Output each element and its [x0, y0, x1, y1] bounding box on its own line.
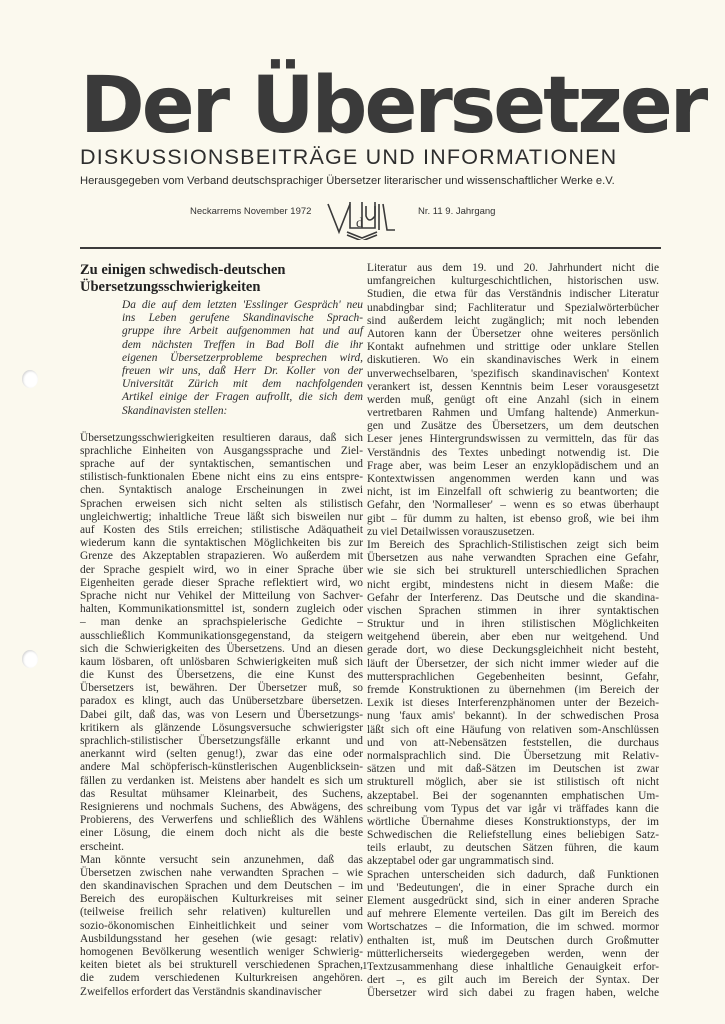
text-line: – man denke an sprachspielerische Gedichte –	[80, 616, 363, 629]
text-line: Lexik ist dieses Interferenzphänomen unter der Bezeich-	[367, 697, 659, 710]
text-line: Zweifellos erfordert das Verständnis skandinavischer	[80, 985, 322, 998]
text-line: Kontextwissen angenommen werden kann und was	[367, 473, 659, 485]
text-line: Skandinavisten stellen:	[122, 404, 228, 417]
text-line: Schwedischen die Reliefstellung eines beliebigen Satz-	[367, 829, 659, 842]
text-line: die Kunst des Übersetzens, die eine Kunst des	[80, 669, 363, 682]
text-line: weitgehend überein, aber eben nur weitgehend. Und	[367, 631, 659, 644]
text-line: wörtliche Übernahme dieses Konstruktionstyps, der im	[367, 815, 659, 828]
right-column-body	[367, 262, 659, 1001]
text-line: stilistisch-funktionalen Ebene nicht eins zu eins entspre-	[80, 471, 363, 484]
text-line: sich die Schwierigkeiten des Übersetzens. Und an diesen	[80, 642, 363, 655]
text-line: Sprache nicht nur Vehikel der Mitteilung von Sachver-	[80, 589, 363, 602]
text-line: vertretbaren Rahmen und Umfang haltende) Anmerkun-	[367, 407, 659, 420]
text-line: diskutieren. Wo ein skandinavisches Werk in einem	[367, 354, 659, 367]
text-line: unabdingbar sind; Fachliteratur und Spezialwörterbücher	[367, 301, 659, 314]
text-line: akzeptabel. Bei der sogenannten emphatischen Um-	[367, 789, 659, 802]
article-title	[80, 262, 363, 296]
text-line: akzeptabel oder gar ungrammatisch sind.	[367, 855, 554, 868]
punch-hole-top	[22, 370, 38, 388]
text-line: Textzusammenhang diese inhaltliche Genauigkeit erfor-	[367, 960, 659, 973]
svg-text:d: d	[356, 216, 363, 231]
text-line: eigenen Übersetzerprobleme besprechen wird,	[122, 351, 363, 364]
text-line: ungleichwertig; inhaltliche Treue läßt sich bisweilen nur	[80, 510, 363, 523]
text-line: nicht, ist im Einzelfall oft schwierig zu beantworten; die	[367, 486, 659, 499]
text-line: Artikel einige der Fragen aufrollt, die sich dem	[122, 391, 363, 404]
text-line: kaum lösbaren, oft unlösbaren Schwierigkeiten muß sich	[80, 655, 363, 668]
text-line: verankert ist, dessen Kenntnis beim Leser vorausgesetzt	[367, 380, 659, 393]
text-line: Gefahr, den 'Normalleser' – wenn es so etwas überhaupt	[367, 499, 659, 512]
text-line: Autoren kann der Übersetzer ohne weiteres persönlich	[367, 327, 659, 340]
text-line: Kontakt aufnehmen und strittige oder unklare Stellen	[367, 341, 659, 354]
text-line: einer Lösung, die einem doch nicht als die beste	[80, 827, 363, 840]
text-line: sind außerdem leicht zugänglich; mit noch lebenden	[367, 314, 659, 327]
text-line: wiederum kann die syntaktischen Möglichkeiten bis zur	[80, 537, 363, 550]
right-column	[367, 262, 659, 1001]
text-line: Frage aber, was beim Leser an enzyklopädischem und an	[367, 459, 659, 472]
text-line: homogenen Bevölkerung wesentlich weniger Schwierig-	[80, 946, 363, 958]
text-line: Verständnis des Textes unbedingt notwendig ist. Die	[367, 446, 659, 459]
text-line: Struktur und in ihren stilistischen Möglichkeiten	[367, 618, 659, 631]
text-line: Studien, die etwa für das Verständnis indischer Literatur	[367, 288, 659, 301]
text-line: Wortschatzes – die Information, die im schwed. mormor	[367, 921, 659, 934]
text-line: muttersprachlichen Gegebenheiten besinnt, Gefahr,	[367, 670, 659, 683]
text-line: (teilweise freilich sehr relativen) kulturellen und	[80, 906, 363, 919]
text-line: kritikern als glänzende Lösungsversuche schwierigster	[80, 721, 363, 734]
text-line: Element ausgedrückt sind, sich in einer anderen Sprache	[367, 895, 659, 907]
text-line: Übersetzer wird sich dabei zu fragen haben, welche	[367, 987, 659, 1000]
text-line: paradox es klingt, auch das Unübersetzbare übersetzen.	[80, 695, 363, 708]
text-line: nicht ergibt, mindestens nicht in diesem Maße: die	[367, 578, 659, 591]
text-line: gibt – für dumm zu halten, ist ebenso groß, wie bei ihm	[367, 512, 659, 525]
text-line: unverwechselbaren, 'spezifisch skandinavischen' Kontext	[367, 367, 659, 380]
punch-hole-bottom	[22, 650, 38, 668]
text-line: fällen zu verdanken ist. Meistens aber handelt es sich um	[80, 774, 363, 787]
text-line: strukturell möglich, aber sie ist stilistisch oft nicht	[367, 776, 659, 789]
text-line: mütterlicherseits wiedergegeben werden, wenn der	[367, 947, 659, 960]
text-line: Übersetzen zwischen nahe verwandten Sprachen – wie	[80, 866, 363, 879]
text-line: ins Leben gerufene Skandinavische Sprach-	[122, 312, 363, 325]
text-line: Übersetzungsschwierigkeiten resultieren daraus, daß sich	[80, 431, 363, 444]
text-line: umfangreichen kulturgeschichtlichen, historischen usw.	[367, 275, 659, 288]
text-line: Bereich des europäischen Kulturkreises mit seiner	[80, 893, 363, 906]
text-line: gen und Zusätze des Übersetzers, um dem deutschen	[367, 420, 659, 433]
page-number: 1	[362, 960, 368, 972]
text-line: Literatur aus dem 19. und 20. Jahrhundert nicht die	[367, 262, 659, 274]
text-line: enthalten ist, muß im Deutschen durch Großmutter	[367, 934, 659, 947]
text-line: Im Bereich des Sprachlich-Stilistischen zeigt sich beim	[367, 538, 659, 551]
text-line: nung 'faux amis' bekannt). In der schwedischen Prosa	[367, 710, 659, 723]
issue-place-date: Neckarrems November 1972	[190, 206, 312, 217]
text-line: Übersetzers ist, bewähren. Der Übersetzer muß, so	[80, 682, 363, 695]
text-line: vischen Sprachen stimmen in ihrer syntaktischen	[367, 604, 659, 617]
text-line: sätzen und mit daß-Sätzen im Deutschen ist zwar	[367, 763, 659, 776]
text-line: Universität Zürich mit dem nachfolgenden	[122, 378, 363, 391]
text-line: den skandinavischen Sprachen und dem Deutschen – im	[80, 880, 363, 893]
text-line: auf Kosten des Stils erreichen; stilistische Adäquatheit	[80, 524, 363, 536]
text-line: dert –, es gilt auch im Bereich der Syntax. Der	[367, 974, 659, 987]
editorial-intro	[122, 299, 363, 418]
masthead-divider	[80, 247, 661, 249]
text-line: Übersetzen aus nahe verwandten Sprachen eine Gefahr,	[367, 552, 659, 565]
text-line: dem nächsten Treffen in Bad Boll die ihr	[122, 338, 363, 351]
text-line: läuft der Übersetzer, der sich nicht immer wieder auf die	[367, 657, 659, 670]
text-line: werden muß, genügt oft eine Anzahl (sich in einem	[367, 393, 659, 406]
text-line: der Sprache gespielt wird, wo in einer Sprache über	[80, 563, 363, 576]
text-line: sprachlich-stilistischer Übersetzungsfälle erkannt und	[80, 735, 363, 747]
text-line: Da die auf dem letzten 'Esslinger Gespräch' neu	[122, 299, 363, 311]
text-line: sprache auf der syntaktischen, semantischen und	[80, 458, 363, 471]
text-line: ausschließlich Kommunikationsgegenstand, da steigern	[80, 629, 363, 642]
article-title-line: Zu einigen schwedisch-deutschen	[80, 262, 286, 278]
article-title-line: Übersetzungsschwierigkeiten	[80, 279, 261, 295]
text-line: Gefahr der Interferenz. Das Deutsche und die skandina-	[367, 591, 659, 604]
text-line: fremde Konstruktionen zu übernehmen (im Bereich der	[367, 684, 659, 696]
issue-number: Nr. 11 9. Jahrgang	[418, 206, 496, 217]
text-line: keiten bietet als bei strukturell verschiedenen Sprachen,	[80, 959, 363, 972]
text-line: Sprachen unterscheiden sich dadurch, daß Funktionen	[367, 868, 659, 881]
masthead-subtitle: DISKUSSIONSBEITRÄGE UND INFORMATIONEN	[80, 145, 618, 169]
text-line: wie sie sich bei strukturell unterschiedlichen Sprachen	[367, 565, 659, 578]
text-line: gruppe ihre Arbeit aufgenommen hat und auf	[122, 325, 363, 338]
text-line: Man könnte versucht sein anzunehmen, daß das	[80, 853, 363, 866]
text-line: normalsprachlich sind. Die Übersetzung mit Relativ-	[367, 749, 659, 762]
text-line: Sprachen erweisen sich nicht selten als stilistisch	[80, 497, 363, 510]
text-line: Eigenheiten gerade dieser Sprache reflektiert wird, wo	[80, 576, 363, 589]
text-line: andere Mal schöpferisch-künstlerischen Augenblicksein-	[80, 761, 363, 774]
text-line: Dabei gilt, daß das, was von Lesern und Übersetzungs-	[80, 708, 363, 721]
text-line: freuen wir uns, daß Herr Dr. Koller von der	[122, 364, 363, 377]
text-line: sozio-ökonomischen Einheitlichkeit und seiner vom	[80, 919, 363, 932]
text-line: erscheint.	[80, 840, 124, 853]
text-line: auf mehrere Elemente verteilen. Das gilt im Bereich des	[367, 908, 659, 921]
vdue-logo-icon	[325, 198, 400, 240]
text-line: zu viel Detailwissen vorauszusetzen.	[367, 525, 535, 538]
text-line: sprachliche Einheiten von Ausgangssprache und Ziel-	[80, 444, 363, 457]
text-line: teils erlaubt, zu deutschen Sätzen führen, die kaum	[367, 842, 659, 855]
left-column	[80, 262, 363, 999]
text-line: anerkannt wird (selten genug!), zwar das eine oder	[80, 748, 363, 761]
text-line: Grenze des Akzeptablen strapazieren. Wo außerdem mit	[80, 550, 363, 563]
text-line: das Resultat mühsamer Kleinarbeit, des Suchens,	[80, 787, 363, 800]
text-line: Leser jenes Hintergrundswissen zu vermitteln, das für das	[367, 433, 659, 446]
text-line: Ausbildungsstand her gesehen (wie gesagt: relativ)	[80, 932, 363, 945]
masthead-publisher: Herausgegeben vom Verband deutschsprachiger Übersetzer literarischer und wissenschaftlicher Werke e.V.	[80, 175, 615, 187]
text-line: und von att-Nebensätzen feststellen, die durchaus	[367, 736, 659, 749]
text-line: gerade dort, wo diese Deckungsgleichheit nicht besteht,	[367, 644, 659, 657]
text-line: läßt sich oft eine Häufung von relativen som-Anschlüssen	[367, 723, 659, 736]
text-line: halten, Kommunikationsmittel ist, sondern zugleich oder	[80, 603, 363, 616]
text-line: und 'Bedeutungen', die in einer Sprache durch ein	[367, 881, 659, 894]
left-column-body	[80, 432, 363, 999]
text-line: die zudem verschiedenen Kulturkreisen angehören.	[80, 972, 363, 985]
text-line: Probierens, des Verwerfens und schließlich des Wählens	[80, 814, 363, 827]
masthead-title: Der Übersetzer	[80, 61, 706, 151]
text-line: Resignierens und nochmals Suchens, des Abwägens, des	[80, 800, 363, 813]
text-line: schreibung vom Typus det var igår vi träffades kann die	[367, 802, 659, 815]
text-line: chen. Syntaktisch analoge Erscheinungen in zwei	[80, 484, 363, 497]
